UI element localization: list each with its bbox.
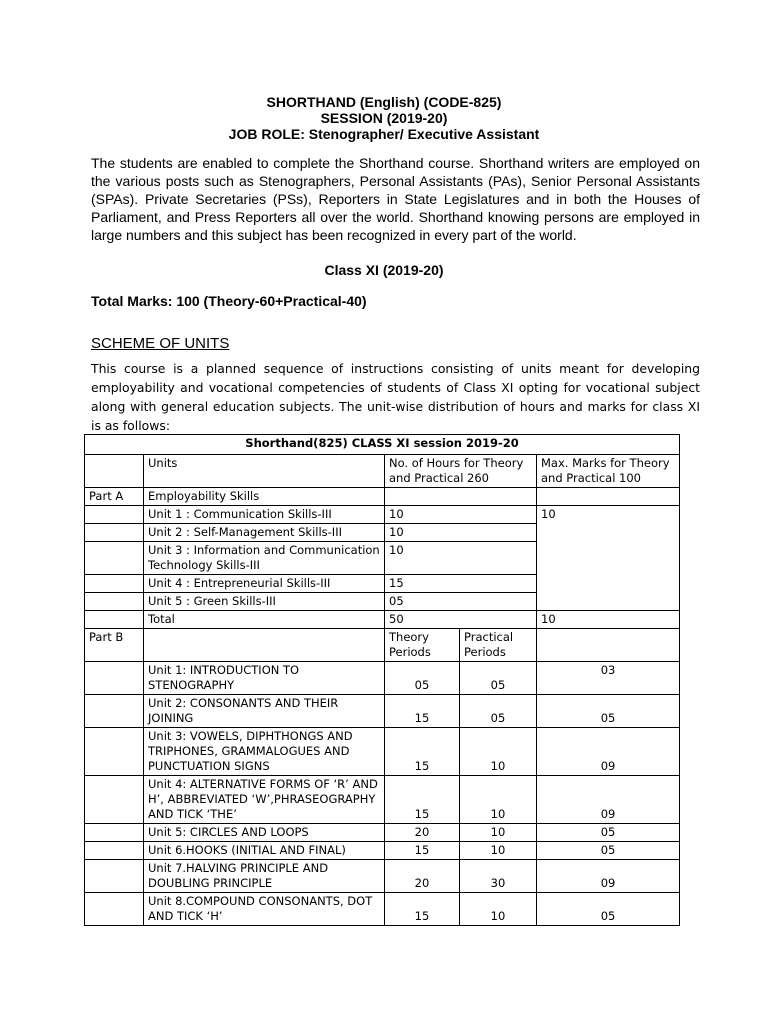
unit-marks: 09 [537,728,680,776]
units-header: Units [144,455,385,488]
table-caption: Shorthand(825) CLASS XI session 2019-20 [85,435,680,455]
session-title: SESSION (2019-20) [320,110,448,126]
part-a-heading: Employability Skills [144,488,385,506]
unit-name: Unit 5: CIRCLES AND LOOPS [144,824,385,842]
table-row [85,488,680,506]
unit-hours: 10 [385,524,537,542]
theory-periods: 15 [385,728,460,776]
unit-marks: 03 [537,662,680,695]
unit-marks: 05 [537,893,680,926]
hours-header: No. of Hours for Theory and Practical 260 [385,455,537,488]
theory-periods: 15 [385,842,460,860]
table-cell-empty [537,629,680,662]
theory-periods: 05 [385,662,460,695]
table-cell-empty [85,506,144,524]
practical-periods: 10 [460,842,537,860]
table-row [85,662,680,695]
table-cell-empty [537,488,680,506]
practical-periods: 30 [460,860,537,893]
unit-name: Unit 2 : Self-Management Skills-III [144,524,385,542]
practical-periods: 10 [460,776,537,824]
table-row [85,506,680,524]
theory-periods: 15 [385,695,460,728]
table-cell-empty [85,728,144,776]
unit-name: Unit 6.HOOKS (INITIAL AND FINAL) [144,842,385,860]
unit-name: Unit 1 : Communication Skills-III [144,506,385,524]
scheme-heading: SCHEME OF UNITS [91,335,230,352]
table-cell-empty [85,695,144,728]
theory-header: Theory Periods [385,629,460,662]
intro-paragraph: The students are enabled to complete the Shorthand course. Shorthand writers are employed on the various posts such as Stenographers, Personal Assistants (PAs), Senior Personal Assistants (SPAs). Private Secretaries (PSs), Reporters in State Legislatures and in both the Houses of Parliament, and Press Reporters all over the world. Shorthand knowing persons are employed in large numbers and this subject has been recognized in every part of the world. [91,155,700,243]
table-row [85,824,680,842]
unit-name: Unit 3: VOWELS, DIPHTHONGS AND TRIPHONES, GRAMMALOGUES AND PUNCTUATION SIGNS [144,728,385,776]
unit-name: Unit 5 : Green Skills-III [144,593,385,611]
unit-name: Unit 4: ALTERNATIVE FORMS OF ‘R’ AND H’, ABBREVIATED ‘W’,PHRASEOGRAPHY AND TICK ‘THE’ [144,776,385,824]
unit-marks: 09 [537,860,680,893]
table-total-row [85,611,680,629]
unit-hours: 05 [385,593,537,611]
part-a-marks: 10 [537,506,680,611]
part-b-header-row [85,629,680,662]
table-cell-empty [85,542,144,575]
marks-header: Max. Marks for Theory and Practical 100 [537,455,680,488]
table-row [85,860,680,893]
unit-name: Unit 2: CONSONANTS AND THEIR JOINING [144,695,385,728]
table-cell-empty [385,488,537,506]
table-cell-empty [85,524,144,542]
theory-periods: 20 [385,860,460,893]
table-cell-empty [85,593,144,611]
table-cell-empty [85,893,144,926]
table-row [85,728,680,776]
practical-periods: 10 [460,893,537,926]
practical-header: Practical Periods [460,629,537,662]
theory-periods: 15 [385,776,460,824]
table-row [85,776,680,824]
course-title: SHORTHAND (English) (CODE-825) [266,94,502,110]
table-cell-empty [85,776,144,824]
table-cell-empty [85,860,144,893]
table-cell-empty [85,575,144,593]
unit-hours: 15 [385,575,537,593]
total-marks: Total Marks: 100 (Theory-60+Practical-40) [91,293,367,309]
unit-name: Unit 7.HALVING PRINCIPLE AND DOUBLING PRINCIPLE [144,860,385,893]
total-marks-value: 10 [537,611,680,629]
unit-marks: 05 [537,695,680,728]
units-table [84,434,680,926]
unit-name: Unit 3 : Information and Communication Technology Skills-III [144,542,385,575]
scheme-description: This course is a planned sequence of instructions consisting of units meant for developing employability and vocational competencies of students of Class XI opting for vocational subject along with general education subjects. The unit-wise distribution of hours and marks for class XI is as follows: [91,361,700,433]
table-cell-empty [144,629,385,662]
unit-marks: 09 [537,776,680,824]
class-heading: Class XI (2019-20) [324,262,444,278]
table-cell-empty [85,662,144,695]
table-row [85,842,680,860]
total-hours: 50 [385,611,537,629]
total-label: Total [144,611,385,629]
table-header-row [85,455,680,488]
practical-periods: 10 [460,824,537,842]
theory-periods: 20 [385,824,460,842]
unit-hours: 10 [385,542,537,575]
unit-name: Unit 1: INTRODUCTION TO STENOGRAPHY [144,662,385,695]
table-cell-empty [85,842,144,860]
unit-hours: 10 [385,506,537,524]
theory-periods: 15 [385,893,460,926]
table-row [85,893,680,926]
job-role-title: JOB ROLE: Stenographer/ Executive Assistant [228,126,540,142]
table-cell-empty [85,611,144,629]
table-header-blank [85,455,144,488]
table-cell-empty [85,824,144,842]
unit-name: Unit 4 : Entrepreneurial Skills-III [144,575,385,593]
table-row [85,695,680,728]
unit-name: Unit 8.COMPOUND CONSONANTS, DOT AND TICK ‘H’ [144,893,385,926]
practical-periods: 05 [460,662,537,695]
part-b-label: Part B [85,629,144,662]
part-a-label: Part A [85,488,144,506]
practical-periods: 05 [460,695,537,728]
unit-marks: 05 [537,842,680,860]
table-caption-row [85,435,680,455]
practical-periods: 10 [460,728,537,776]
unit-marks: 05 [537,824,680,842]
